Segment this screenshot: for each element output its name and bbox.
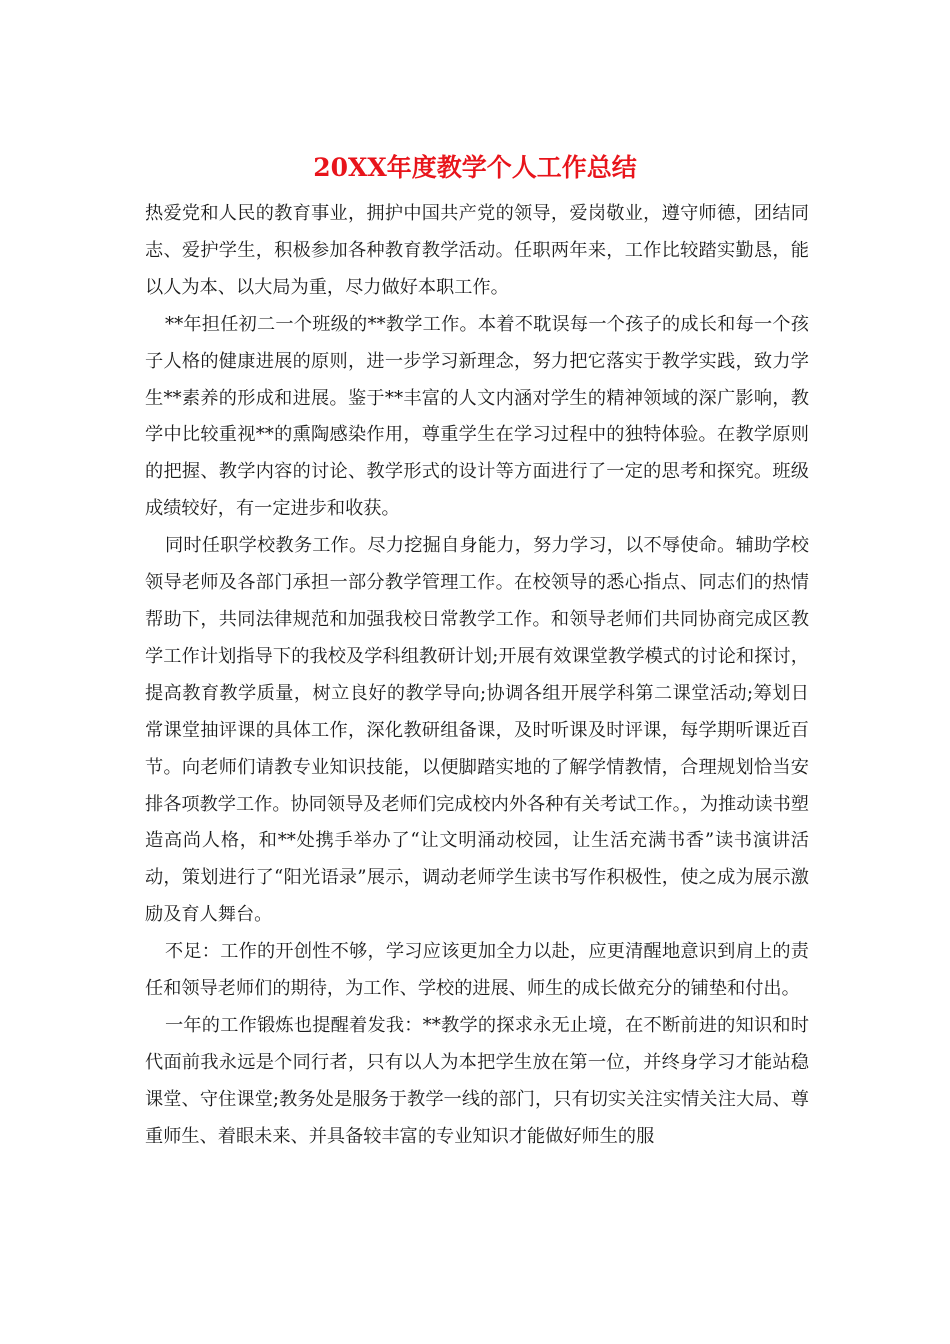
- paragraph-2: **年担任初二一个班级的**教学工作。本着不耽误每一个孩子的成长和每一个孩子人格的健康进展的原则，进一步学习新理念，努力把它落实于教学实践，致力学生**素养的形成和进展。鉴于**丰富的人文内涵对学生的精神领域的深广影响，教学中比较重视**的熏陶感染作用，尊重学生在学习过程中的独特体验。在教学原则的把握、教学内容的讨论、教学形式的设计等方面进行了一定的思考和探究。班级成绩较好，有一定进步和收获。: [145, 313, 809, 520]
- document-title: 20XX年度教学个人工作总结: [313, 153, 637, 182]
- paragraph-1: 热爱党和人民的教育事业，拥护中国共产党的领导，爱岗敬业，遵守师德，团结同志、爱护学生，积极参加各种教育教学活动。任职两年来，工作比较踏实勤恳，能以人为本、以大局为重，尽力做好本职工作。: [145, 203, 809, 298]
- paragraph-3: 同时任职学校教务工作。尽力挖掘自身能力，努力学习，以不辱使命。辅助学校领导老师及各部门承担一部分教学管理工作。在校领导的悉心指点、同志们的热情帮助下，共同法律规范和加强我校日常教学工作。和领导老师们共同协商完成区教学工作计划指导下的我校及学科组教研计划;开展有效课堂教学模式的讨论和探讨，提高教育教学质量，树立良好的教学导向;协调各组开展学科第二课堂活动;筹划日常课堂抽评课的具体工作，深化教研组备课，及时听课及时评课，每学期听课近百节。向老师们请教专业知识技能，以便脚踏实地的了解学情教情，合理规划恰当安排各项教学工作。协同领导及老师们完成校内外各种有关考试工作。，为推动读书塑造高尚人格，和**处携手举办了“让文明涌动校园，让生活充满书香”读书演讲活动，策划进行了“阳光语录”展示，调动老师学生读书写作积极性，使之成为展示激励及育人舞台。: [145, 535, 809, 926]
- paragraph-5: 一年的工作锻炼也提醒着发我：**教学的探求永无止境，在不断前进的知识和时代面前我永远是个同行者，只有以人为本把学生放在第一位，并终身学习才能站稳课堂、守住课堂;教务处是服务于教学一线的部门，只有切实关注实情关注大局、尊重师生、着眼未来、并具备较丰富的专业知识才能做好师生的服: [145, 1014, 809, 1147]
- paragraph-4: 不足：工作的开创性不够，学习应该更加全力以赴，应更清醒地意识到肩上的责任和领导老师们的期待，为工作、学校的进展、师生的成长做充分的铺垫和付出。: [145, 941, 809, 1000]
- document-body: [145, 196, 809, 1156]
